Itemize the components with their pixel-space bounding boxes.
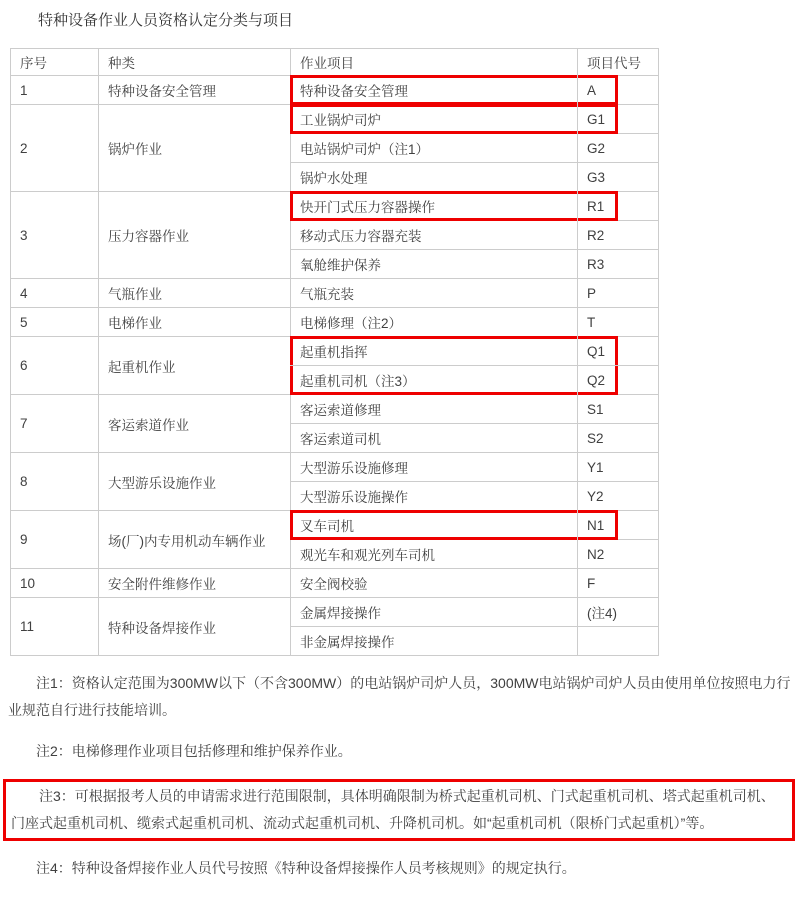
col-header-category: 种类 [99, 49, 291, 76]
table-header [11, 49, 659, 76]
row-project-cell-highlighted: 起重机司机（注3） [291, 366, 578, 395]
row-no-cell: 5 [11, 308, 99, 337]
table-row [11, 308, 659, 337]
table-header-row [11, 49, 659, 76]
row-project-cell: 客运索道司机 [291, 424, 578, 453]
row-no-cell: 8 [11, 453, 99, 511]
row-project-cell: 安全阀校验 [291, 569, 578, 598]
row-category-cell: 特种设备安全管理 [99, 76, 291, 105]
row-no-cell: 1 [11, 76, 99, 105]
row-category-cell: 大型游乐设施作业 [99, 453, 291, 511]
table-row [11, 279, 659, 308]
note: 注1：资格认定范围为300MW以下（不含300MW）的电站锅炉司炉人员，300MW电站锅炉司炉人员由使用单位按照电力行业规范自行进行技能培训。 [8, 675, 791, 718]
row-code-cell: F [578, 569, 659, 598]
row-code-cell-highlighted: N1 [578, 511, 659, 540]
row-no-cell: 10 [11, 569, 99, 598]
row-category-cell: 锅炉作业 [99, 105, 291, 192]
row-category-cell: 压力容器作业 [99, 192, 291, 279]
row-category-cell: 特种设备焊接作业 [99, 598, 291, 656]
row-code-cell: R2 [578, 221, 659, 250]
row-project-cell: 客运索道修理 [291, 395, 578, 424]
row-category-cell: 起重机作业 [99, 337, 291, 395]
row-code-cell: S1 [578, 395, 659, 424]
row-code-cell-highlighted: Q1 [578, 337, 659, 366]
row-no-cell: 2 [11, 105, 99, 192]
note-highlighted: 注3：可根据报考人员的申请需求进行范围限制，具体明确限制为桥式起重机司机、门式起重机司机、塔式起重机司机、门座式起重机司机、缆索式起重机司机、流动式起重机司机、升降机司机。如“起重机司机（限桥门式起重机）”等。 [3, 779, 795, 841]
table-body [11, 76, 659, 656]
row-code-cell: Y1 [578, 453, 659, 482]
row-code-cell: R3 [578, 250, 659, 279]
row-code-cell: P [578, 279, 659, 308]
row-project-cell: 气瓶充装 [291, 279, 578, 308]
row-no-cell: 7 [11, 395, 99, 453]
row-project-cell: 非金属焊接操作 [291, 627, 578, 656]
row-code-cell: (注4) [578, 598, 659, 627]
table-row [11, 598, 659, 627]
row-code-cell-highlighted: R1 [578, 192, 659, 221]
note: 注4：特种设备焊接作业人员代号按照《特种设备焊接操作人员考核规则》的规定执行。 [36, 860, 576, 876]
note: 注2：电梯修理作业项目包括修理和维护保养作业。 [36, 743, 352, 759]
row-project-cell: 电站锅炉司炉（注1） [291, 134, 578, 163]
row-project-cell: 金属焊接操作 [291, 598, 578, 627]
row-project-cell-highlighted: 快开门式压力容器操作 [291, 192, 578, 221]
row-no-cell: 11 [11, 598, 99, 656]
row-project-cell: 观光车和观光列车司机 [291, 540, 578, 569]
row-code-cell-highlighted: G1 [578, 105, 659, 134]
qualification-table [10, 48, 659, 656]
row-no-cell: 3 [11, 192, 99, 279]
table-row [11, 395, 659, 424]
row-no-cell: 4 [11, 279, 99, 308]
row-project-cell-highlighted: 工业锅炉司炉 [291, 105, 578, 134]
row-code-cell-highlighted: Q2 [578, 366, 659, 395]
col-header-no: 序号 [11, 49, 99, 76]
col-header-project: 作业项目 [291, 49, 578, 76]
row-code-cell: G3 [578, 163, 659, 192]
table-row [11, 76, 659, 105]
row-project-cell: 锅炉水处理 [291, 163, 578, 192]
table-row [11, 337, 659, 366]
row-category-cell: 安全附件维修作业 [99, 569, 291, 598]
row-project-cell-highlighted: 起重机指挥 [291, 337, 578, 366]
col-header-code: 项目代号 [578, 49, 659, 76]
page-title: 特种设备作业人员资格认定分类与项目 [38, 12, 294, 29]
row-code-cell: N2 [578, 540, 659, 569]
row-category-cell: 电梯作业 [99, 308, 291, 337]
row-project-cell: 电梯修理（注2） [291, 308, 578, 337]
table-row [11, 105, 659, 134]
row-category-cell: 客运索道作业 [99, 395, 291, 453]
row-project-cell: 移动式压力容器充装 [291, 221, 578, 250]
row-code-cell: T [578, 308, 659, 337]
row-project-cell-highlighted: 特种设备安全管理 [291, 76, 578, 105]
row-category-cell: 气瓶作业 [99, 279, 291, 308]
table-row [11, 569, 659, 598]
table-row [11, 453, 659, 482]
row-no-cell: 9 [11, 511, 99, 569]
row-code-cell [578, 627, 659, 656]
table-row [11, 192, 659, 221]
row-project-cell-highlighted: 叉车司机 [291, 511, 578, 540]
row-code-cell: Y2 [578, 482, 659, 511]
row-code-cell-highlighted: A [578, 76, 659, 105]
row-code-cell: S2 [578, 424, 659, 453]
row-project-cell: 大型游乐设施修理 [291, 453, 578, 482]
row-project-cell: 氧舱维护保养 [291, 250, 578, 279]
row-category-cell: 场(厂)内专用机动车辆作业 [99, 511, 291, 569]
table-row [11, 511, 659, 540]
row-project-cell: 大型游乐设施操作 [291, 482, 578, 511]
row-no-cell: 6 [11, 337, 99, 395]
notes-section [8, 670, 795, 882]
row-code-cell: G2 [578, 134, 659, 163]
